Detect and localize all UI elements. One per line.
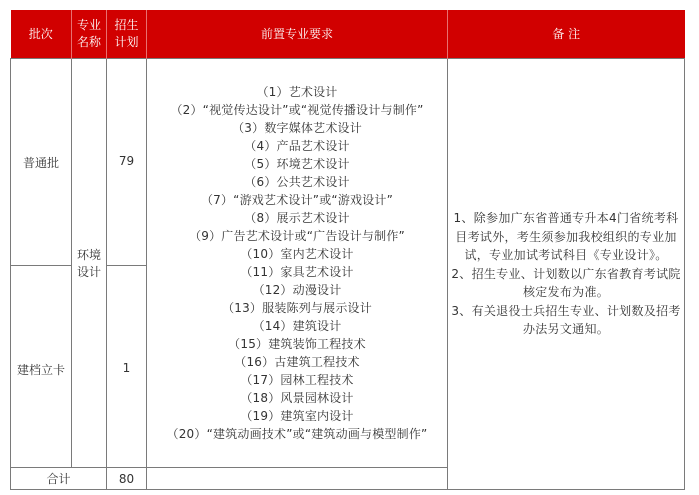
remark-item: 2、招生专业、计划数以广东省教育考试院核定发布为准。 — [451, 266, 681, 300]
table-header-row — [11, 10, 685, 59]
list-item: （2）“视觉传达设计”或“视觉传播设计与制作” — [170, 103, 424, 117]
list-item: （3）数字媒体艺术设计 — [232, 121, 362, 135]
list-item: （11）家具艺术设计 — [240, 265, 354, 279]
list-item: （20）“建筑动画技术”或“建筑动画与模型制作” — [166, 427, 428, 441]
header-remarks: 备 注 — [448, 10, 685, 59]
list-item: （12）动漫设计 — [252, 283, 342, 297]
batch-cell: 建档立卡 — [11, 266, 72, 468]
total-empty-cell — [147, 468, 448, 490]
prerequisites-cell — [147, 59, 448, 468]
remarks-cell — [448, 59, 685, 490]
table-row — [11, 59, 685, 266]
list-item: （9）广告艺术设计或“广告设计与制作” — [189, 229, 405, 243]
list-item: （8）展示艺术设计 — [244, 211, 350, 225]
header-prerequisites: 前置专业要求 — [147, 10, 448, 59]
plan-cell: 79 — [107, 59, 147, 266]
header-plan: 招生 计划 — [107, 10, 147, 59]
list-item: （15）建筑装饰工程技术 — [228, 337, 366, 351]
header-batch: 批次 — [11, 10, 72, 59]
list-item: （4）产品艺术设计 — [244, 139, 350, 153]
list-item: （10）室内艺术设计 — [240, 247, 354, 261]
plan-cell: 1 — [107, 266, 147, 468]
major-name-cell: 环境 设计 — [72, 59, 107, 468]
list-item: （7）“游戏艺术设计”或“游戏设计” — [200, 193, 394, 207]
remark-item: 3、有关退役士兵招生专业、计划数及招考办法另文通知。 — [451, 303, 681, 337]
total-label: 合计 — [11, 468, 107, 490]
total-value: 80 — [107, 468, 147, 490]
batch-cell: 普通批 — [11, 59, 72, 266]
list-item: （5）环境艺术设计 — [244, 157, 350, 171]
list-item: （19）建筑室内设计 — [240, 409, 354, 423]
header-major-name: 专业 名称 — [72, 10, 107, 59]
list-item: （1）艺术设计 — [256, 85, 338, 99]
list-item: （14）建筑设计 — [252, 319, 342, 333]
admissions-plan-table — [10, 10, 685, 490]
list-item: （17）园林工程技术 — [240, 373, 354, 387]
list-item: （13）服装陈列与展示设计 — [222, 301, 372, 315]
list-item: （16）古建筑工程技术 — [234, 355, 360, 369]
list-item: （18）风景园林设计 — [240, 391, 354, 405]
list-item: （6）公共艺术设计 — [244, 175, 350, 189]
remark-item: 1、除参加广东省普通专升本4门省统考科目考试外，考生须参加我校组织的专业加试，专业加试考试科目《专业设计》。 — [453, 211, 679, 263]
